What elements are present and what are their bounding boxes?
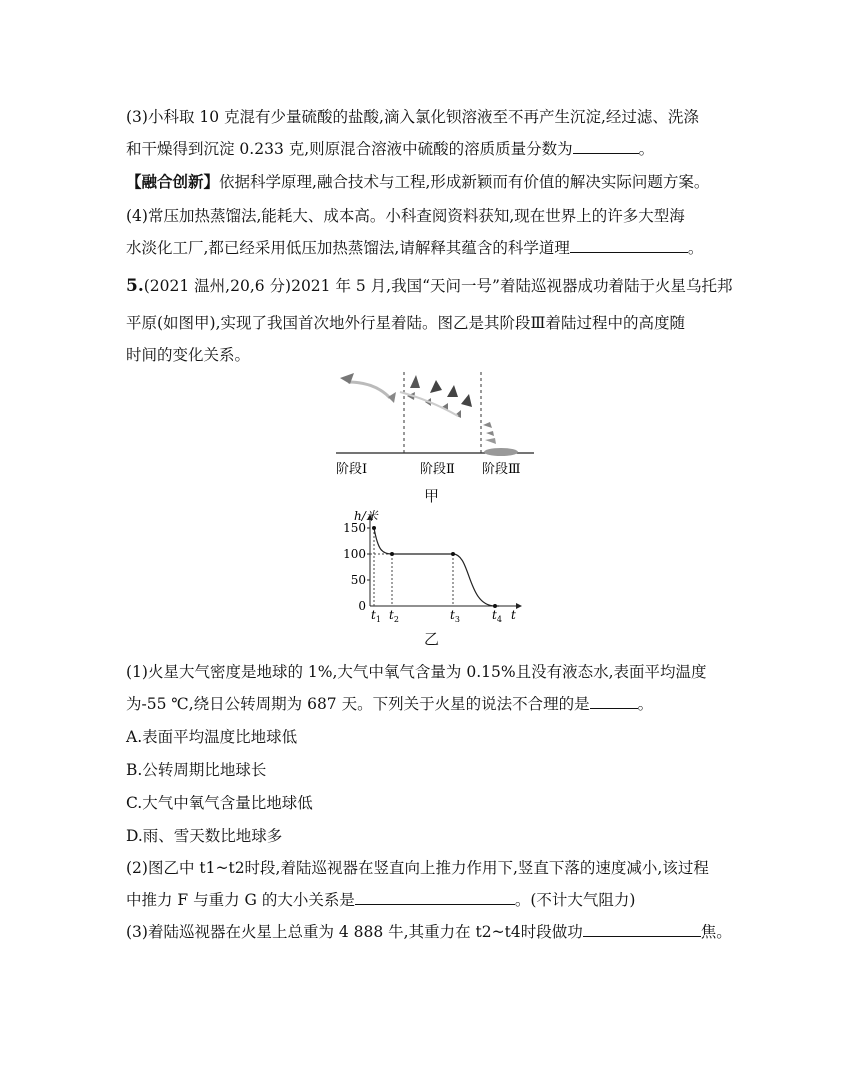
x-tick-label: $t_4$: [492, 608, 502, 624]
sub1-line-2: [126, 694, 653, 714]
option-d: D.雨、雪天数比地球多: [126, 827, 283, 845]
sub1-line-2-text: 为-55 ℃,绕日公转周期为 687 天。下列关于火星的说法不合理的是: [126, 695, 590, 713]
data-point-t1: [372, 526, 376, 530]
stage-label-3: 阶段Ⅲ: [482, 462, 521, 477]
sub2-answer-blank: [355, 890, 515, 905]
q3-line-2-text: 和干燥得到沉淀 0.233 克,则原混合溶液中硫酸的溶质质量分数为: [126, 140, 573, 158]
innovation-line: [126, 172, 709, 192]
lander-icon: [483, 422, 492, 428]
y-tick-label: 50: [350, 573, 366, 587]
lander-icon: [486, 431, 494, 436]
q4-line-2-end: 。: [687, 239, 704, 257]
height-curve: [374, 528, 499, 606]
q3-line-2: [126, 139, 654, 159]
x-axis-label: t: [511, 608, 516, 622]
landing-site: [484, 448, 518, 456]
option-c: C.大气中氧气含量比地球低: [126, 794, 313, 812]
y-tick-label: 0: [358, 599, 366, 613]
lander-icon: [485, 438, 496, 444]
q5-number: 5.: [126, 276, 144, 296]
sub2-line-2: [126, 890, 635, 910]
sub2-line-1: (2)图乙中 t1~t2时段,着陆巡视器在竖直向上推力作用下,竖直下落的速度减小,该过程: [126, 859, 709, 877]
q4-line-1: (4)常压加热蒸馏法,能耗大、成本高。小科查阅资料获知,现在世界上的许多大型海: [126, 207, 685, 225]
innovation-tag: 【融合创新】: [126, 172, 220, 191]
parachute-icon: [461, 394, 472, 407]
sub3-line-1-end: 焦。: [700, 923, 732, 941]
x-tick-label: $t_2$: [389, 608, 399, 624]
figure-yi-height-time-chart: [340, 506, 530, 626]
q4-line-2-text: 水淡化工厂,都已经采用低压加热蒸馏法,请解释其蕴含的科学道理: [126, 239, 570, 257]
sub1-line-2-end: 。: [637, 695, 654, 713]
q3-line-1: (3)小科取 10 克混有少量硫酸的盐酸,滴入氯化钡溶液至不再产生沉淀,经过滤、洗涤: [126, 108, 699, 126]
data-point-t3: [451, 552, 455, 556]
q5-line-2: 平原(如图甲),实现了我国首次地外行星着陆。图乙是其阶段Ⅲ着陆过程中的高度随: [126, 314, 685, 332]
q5-line-3: 时间的变化关系。: [126, 346, 251, 364]
sub2-line-2-text: 中推力 F 与重力 G 的大小关系是: [126, 891, 355, 909]
parachute-icon: [410, 375, 420, 388]
data-point-t2: [390, 552, 394, 556]
x-tick-label: $t_1$: [371, 608, 381, 624]
innovation-text: 依据科学原理,融合技术与工程,形成新颖而有价值的解决实际问题方案。: [219, 173, 710, 191]
q3-line-2-end: 。: [638, 140, 655, 158]
capsule-icon: [388, 392, 396, 403]
q5-line-1: [126, 276, 732, 296]
q4-line-2: [126, 238, 703, 258]
option-a: A.表面平均温度比地球低: [126, 728, 298, 746]
q3-answer-blank: [573, 139, 639, 154]
q5-text-1: (2021 温州,20,6 分)2021 年 5 月,我国“天问一号”着陆巡视器成功着陆于火星乌托邦: [143, 277, 733, 295]
q4-answer-blank: [570, 238, 688, 253]
sub3-line-1: [126, 922, 732, 942]
figure-jia-landing-stages: [330, 370, 540, 480]
y-tick-label: 150: [343, 521, 366, 535]
parachute-icon: [430, 380, 442, 393]
sub3-line-1-text: (3)着陆巡视器在火星上总重为 4 888 牛,其重力在 t2~t4时段做功: [126, 923, 583, 941]
sub1-line-1: (1)火星大气密度是地球的 1%,大气中氧气含量为 0.15%且没有液态水,表面平均温度: [126, 663, 707, 681]
y-axis-label: h/米: [354, 509, 378, 523]
sub3-answer-blank: [583, 922, 701, 937]
figure-jia-caption: 甲: [424, 487, 440, 505]
figure-yi-caption: 乙: [424, 630, 440, 648]
option-b: B.公转周期比地球长: [126, 761, 267, 779]
sub1-answer-blank: [590, 694, 638, 709]
trajectory-stage-1: [348, 382, 390, 398]
stage-label-1: 阶段Ⅰ: [336, 462, 368, 477]
stage-label-2: 阶段Ⅱ: [420, 462, 455, 477]
sub2-line-2-end: 。(不计大气阻力): [514, 891, 636, 909]
parachute-icon: [447, 385, 458, 397]
y-tick-label: 100: [343, 547, 366, 561]
x-tick-label: $t_3$: [450, 608, 460, 624]
x-axis-arrow: [516, 603, 522, 609]
